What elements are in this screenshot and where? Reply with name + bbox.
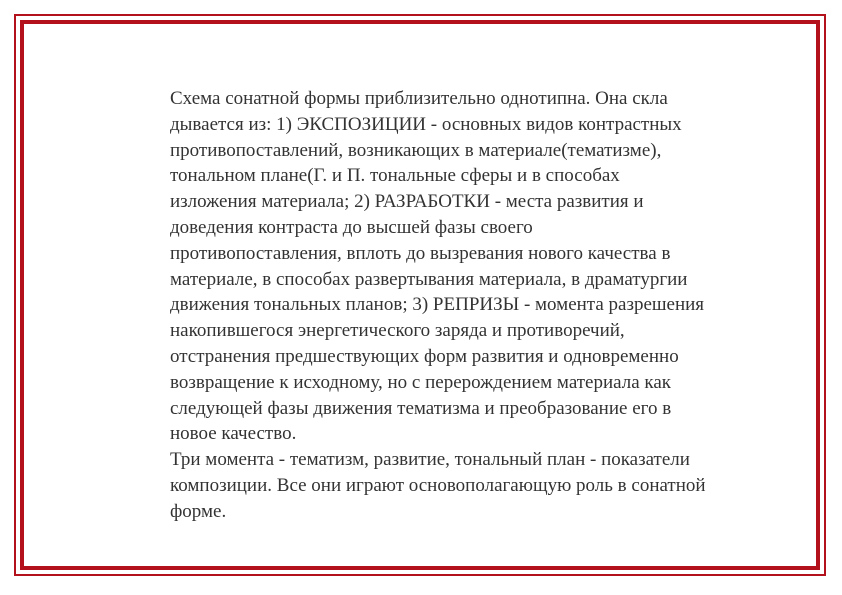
text-line: Три момента - тематизм, развитие, тональный план - показатели [170,449,690,471]
text-line: движения тональных планов; 3) РЕПРИЗЫ - момента разрешения [170,294,705,316]
text-line: дывается из: 1) ЭКСПОЗИЦИИ - основных видов контрастных [170,113,682,135]
text-line: противопоставлений, возникающих в материале(тематизме), [170,139,662,161]
text-line: Схема сонатной формы приблизительно однотипна. Она скла [170,88,668,109]
text-line: тональном плане(Г. и П. тональные сферы и в способах [170,165,620,187]
body-text [170,86,790,525]
text-line: композиции. Все они играют основополагающую роль в сонатной [170,474,706,496]
text-line: следующей фазы движения тематизма и преобразование его в [170,397,672,419]
text-line: новое качество. [170,423,297,445]
text-line: противопоставления, вплоть до вызревания нового качества в [170,242,671,264]
text-line: материале, в способах развертывания материала, в драматургии [170,268,688,290]
text-line: возвращение к исходному, но с перерождением материала как [170,371,672,393]
text-line: изложения материала; 2) РАЗРАБОТКИ - места развития и [170,191,644,213]
text-line: доведения контраста до высшей фазы своего [170,216,533,238]
text-line: форме. [170,500,227,522]
text-line: отстранения предшествующих форм развития и одновременно [170,345,679,367]
text-line: накопившегося энергетического заряда и противоречий, [170,320,625,342]
